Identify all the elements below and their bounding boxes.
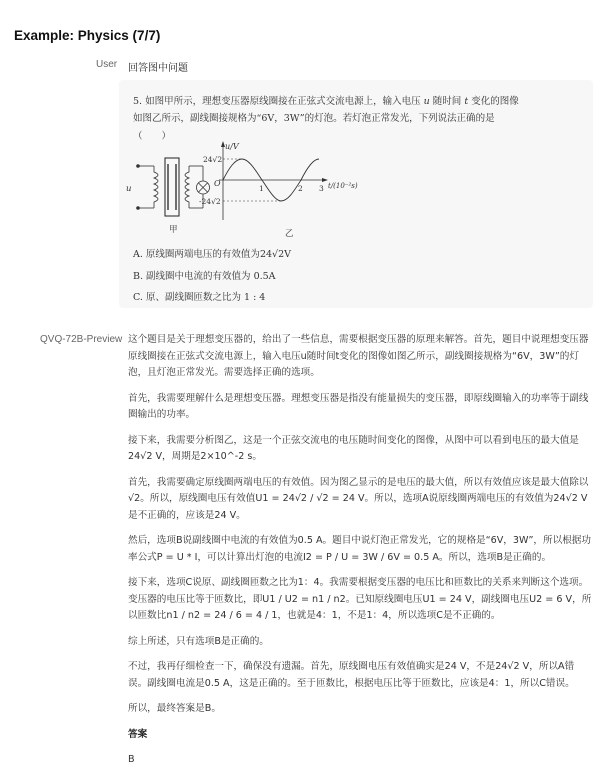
y-axis-label: u/V [225,142,239,151]
transformer-figure [119,142,593,250]
question-line-3: （ ） [133,131,172,142]
response-paragraph: 综上所述，只有选项B是正确的。 [128,635,269,647]
question-line-1: 5. 如图甲所示，理想变压器原线圈接在正弦式交流电源上，输入电压 u 随时间 t 变化的图像 [133,96,519,107]
response-paragraph: 首先，我需要确定原线圈两端电压的有效值。因为图乙显示的是电压的最大值，所以有效值应该是最大值除以√2。所以，原线圈电压有效值U1 = 24√2 / √2 = 24 V。所以，选项A说原线圈两端电压的有效值为24√2 V是不正确的，应该是24 V。 [128,476,589,521]
user-role-label: User [96,59,118,70]
question-line-2: 如图乙所示，副线圈接规格为“6V，3W”的灯泡。若灯泡正常发光，下列说法正确的是 [133,113,495,124]
option-a: A. 原线圈两端电压的有效值为24√2V [133,249,291,260]
page-title: Example: Physics (7/7) [14,28,161,43]
response-paragraph: 这个题目是关于理想变压器的，给出了一些信息，需要根据变压器的原理来解答。首先，题目中说理想变压器原线圈接在正弦式交流电源上，输入电压u随时间t变化的图像如图乙所示，副线圈接规格为“6V，3W”的灯泡，且灯泡正常发光。需要选择正确的选项。 [128,334,589,378]
figure-yi-label: 乙 [285,229,294,239]
model-role-label: QVQ-72B-Preview [40,334,123,345]
response-paragraph: 首先，我需要理解什么是理想变压器。理想变压器是指没有能量损失的变压器，即原线圈输入的功率等于副线圈输出的功率。 [128,392,589,420]
user-prompt: 回答图中问题 [128,63,188,74]
option-c: C. 原、副线圈匝数之比为 1 : 4 [133,292,266,303]
x-tick-1: 1 [259,184,264,193]
response-paragraph: 接下来，选项C说原、副线圈匝数之比为1：4。我需要根据变压器的电压比和匝数比的关系来判断这个选项。变压器的电压比等于匝数比，即U1 / U2 = n1 / n2。已知原线圈电压U1 = 24 V，副线圈电压U2 = 6 V，所以匝数比n1 / n2 = 24 / 6 = 4 / 1，也就是4：1，不是1：4，所以选项C是不正确的。 [128,577,592,621]
y-min-label: -24√2 [199,197,221,206]
answer-heading: 答案 [128,728,148,740]
answer-value: B [128,754,135,765]
response-paragraph: 然后，选项B说副线圈中电流的有效值为0.5 A。题目中说灯泡正常发光，它的规格是“6V，3W”，所以根据功率公式P = U * I，可以计算出灯泡的电流I2 = P / U = 3W / 6V = 0.5 A。所以，选项B是正确的。 [128,535,591,563]
question-image [119,80,593,308]
x-axis-label: t/(10⁻²s) [328,182,358,190]
y-max-label: 24√2 [203,155,223,164]
origin-label: O [214,179,221,188]
response-paragraph: 不过，我再仔细检查一下，确保没有遗漏。首先，原线圈电压有效值确实是24 V，不是24√2 V，所以A错误。副线圈电流是0.5 A，这是正确的。至于匝数比，根据电压比等于匝数比，应该是4：1，所以C错误。 [128,661,575,689]
x-tick-2: 2 [298,184,303,193]
option-b: B. 副线圈中电流的有效值为 0.5A [133,271,276,282]
response-paragraph: 接下来，我需要分析图乙，这是一个正弦交流电的电压随时间变化的图像，从图中可以看到电压的最大值是24√2 V，周期是2×10^-2 s。 [128,434,579,462]
response-paragraph: 所以，最终答案是B。 [128,703,221,714]
model-response [128,332,592,778]
source-u-label: u [126,184,132,194]
figure-jia-label: 甲 [169,225,178,235]
x-tick-3: 3 [319,184,324,193]
